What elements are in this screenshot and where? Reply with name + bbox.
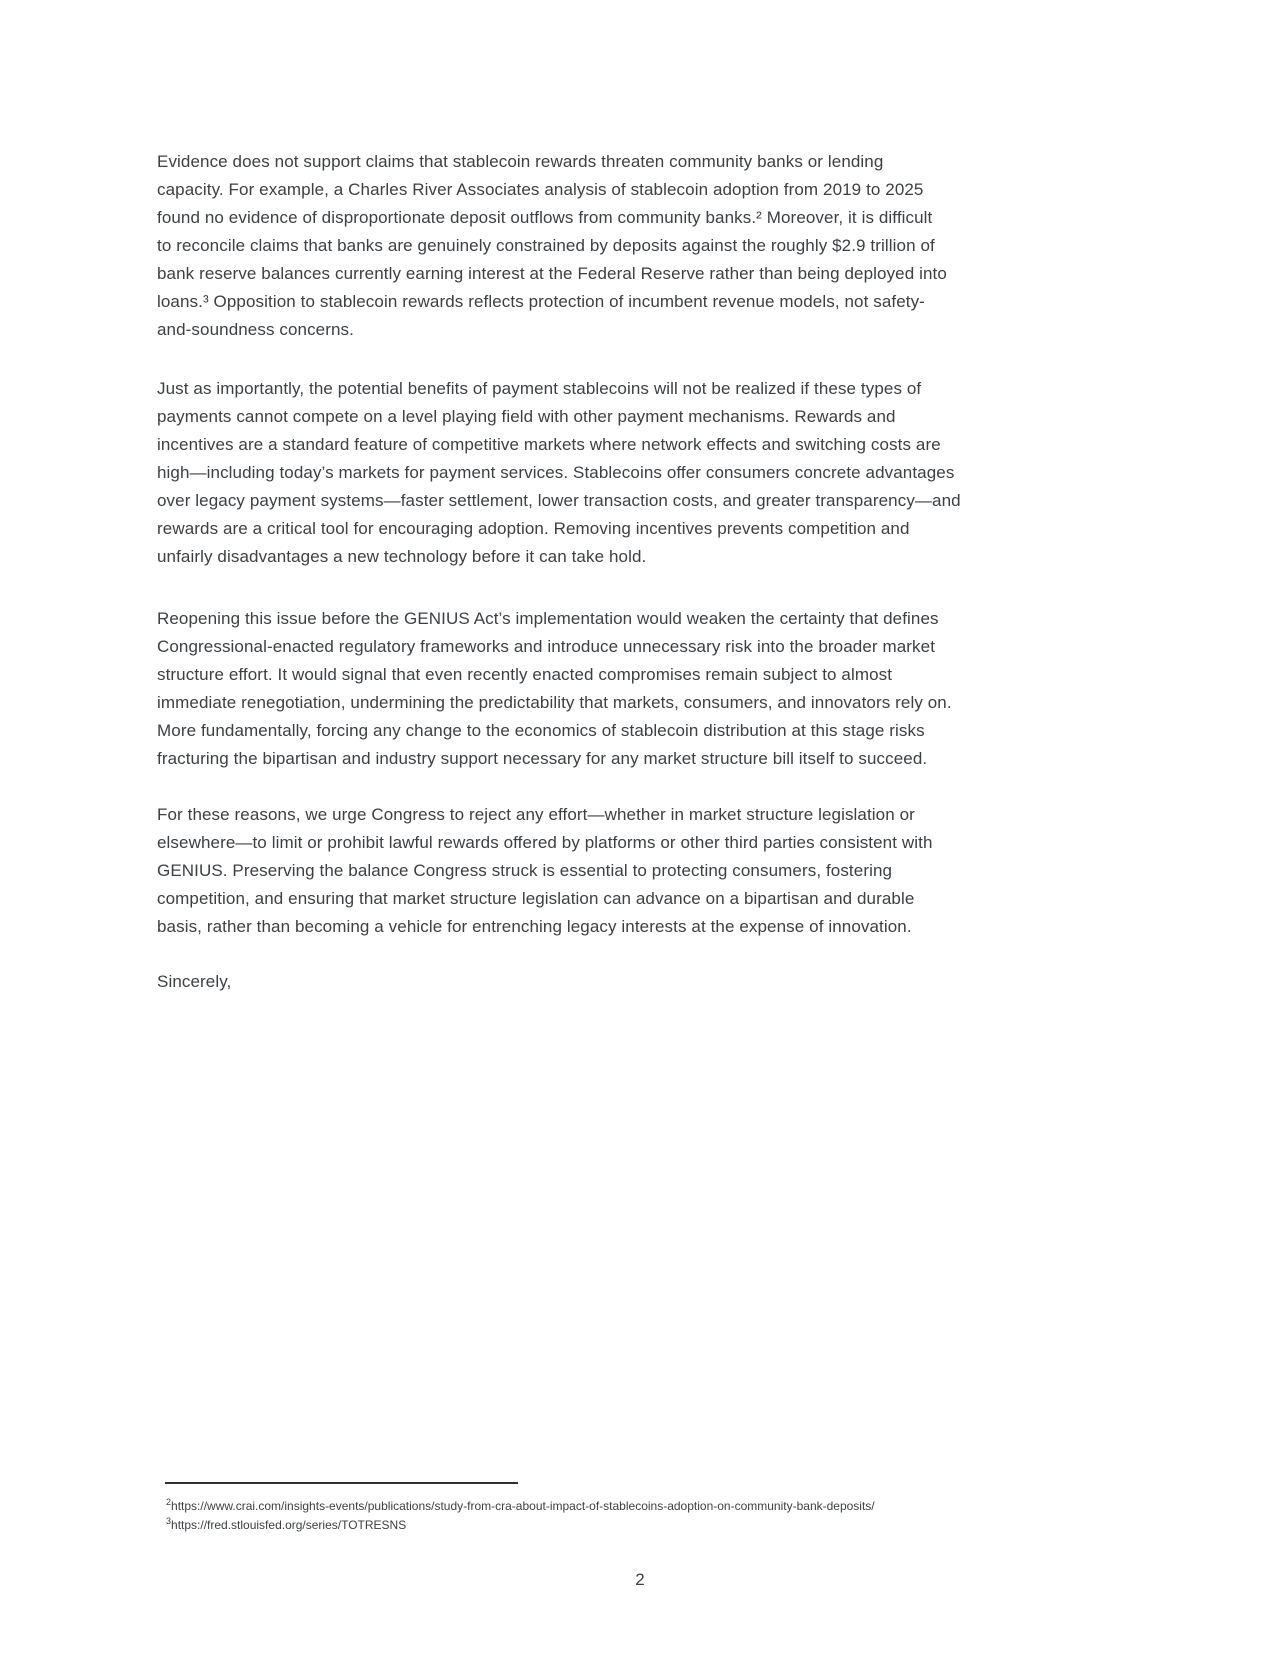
paragraph-3 — [157, 605, 952, 773]
text-line: incentives are a standard feature of competitive markets where network effects and switching costs are — [157, 435, 941, 454]
text-line: More fundamentally, forcing any change to the economics of stablecoin distribution at this stage risks — [157, 721, 925, 740]
page-number: 2 — [635, 1570, 645, 1589]
footnote-url: https://www.crai.com/insights-events/publications/study-from-cra-about-impact-of-stablecoins-adoption-on-community-bank-deposits/ — [171, 1499, 875, 1513]
text-line: fracturing the bipartisan and industry support necessary for any market structure bill itself to succeed. — [157, 749, 928, 768]
text-line: structure effort. It would signal that even recently enacted compromises remain subject to almost — [157, 665, 893, 684]
text-line: For these reasons, we urge Congress to reject any effort—whether in market structure legislation or — [157, 805, 915, 824]
text-line: Evidence does not support claims that stablecoin rewards threaten community banks or lending — [157, 152, 884, 171]
text-line: capacity. For example, a Charles River Associates analysis of stablecoin adoption from 2019 to 2025 — [157, 180, 924, 199]
text-line: high—including today’s markets for payment services. Stablecoins offer consumers concrete advantages — [157, 463, 955, 482]
text-line: immediate renegotiation, undermining the predictability that markets, consumers, and innovators rely on. — [157, 693, 952, 712]
text-line: Just as importantly, the potential benefits of payment stablecoins will not be realized if these types of — [157, 379, 922, 398]
text-line: found no evidence of disproportionate deposit outflows from community banks.² Moreover, it is difficult — [157, 208, 933, 227]
text-line: and-soundness concerns. — [157, 320, 354, 339]
text-line: loans.³ Opposition to stablecoin rewards reflects protection of incumbent revenue models, not safety- — [157, 292, 925, 311]
footnote-marker: 3 — [166, 1516, 172, 1526]
paragraph-4 — [157, 801, 933, 941]
text-line: elsewhere—to limit or prohibit lawful rewards offered by platforms or other third parties consistent with — [157, 833, 933, 852]
text-line: unfairly disadvantages a new technology before it can take hold. — [157, 547, 647, 566]
text-line: bank reserve balances currently earning interest at the Federal Reserve rather than being deployed into — [157, 264, 947, 283]
footnote-marker: 2 — [166, 1497, 172, 1507]
text-line: basis, rather than becoming a vehicle for entrenching legacy interests at the expense of innovation. — [157, 917, 912, 936]
text-line: competition, and ensuring that market structure legislation can advance on a bipartisan and durable — [157, 889, 915, 908]
text-line: over legacy payment systems—faster settlement, lower transaction costs, and greater transparency—and — [157, 491, 961, 510]
text-line: Congressional-enacted regulatory frameworks and introduce unnecessary risk into the broader market — [157, 637, 936, 656]
footnote — [166, 1497, 875, 1516]
paragraph-1 — [157, 148, 947, 344]
closing-salutation: Sincerely, — [157, 972, 232, 991]
footnote-url: https://fred.stlouisfed.org/series/TOTRESNS — [171, 1518, 407, 1532]
footnote-divider — [165, 1482, 518, 1484]
text-line: GENIUS. Preserving the balance Congress struck is essential to protecting consumers, fostering — [157, 861, 893, 880]
text-line: to reconcile claims that banks are genuinely constrained by deposits against the roughly $2.9 trillion of — [157, 236, 935, 255]
footnote — [166, 1516, 875, 1535]
footnotes-section — [166, 1497, 875, 1535]
text-line: rewards are a critical tool for encouraging adoption. Removing incentives prevents competition and — [157, 519, 910, 538]
paragraph-2 — [157, 375, 961, 571]
text-line: payments cannot compete on a level playing field with other payment mechanisms. Rewards and — [157, 407, 896, 426]
text-line: Reopening this issue before the GENIUS Act’s implementation would weaken the certainty that defines — [157, 609, 939, 628]
